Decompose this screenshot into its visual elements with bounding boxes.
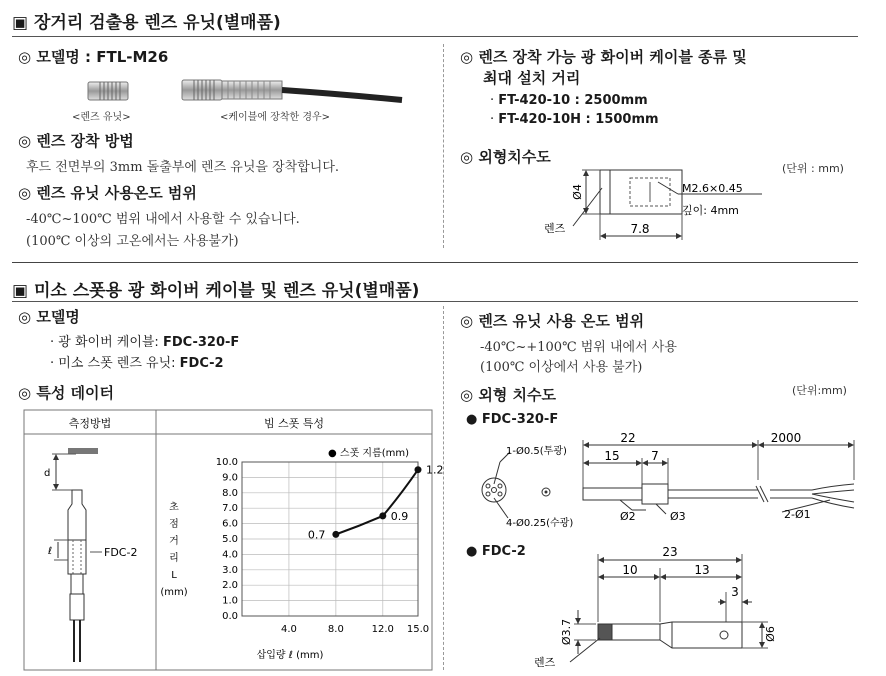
column-divider — [443, 306, 444, 670]
column-divider — [443, 44, 444, 248]
x-tick-label: 12.0 — [371, 624, 394, 635]
lens-unit-caption: <렌즈 유닛> — [72, 112, 131, 123]
data-label: 1.2 — [426, 463, 444, 477]
model-heading-2: ◎ 모델명 — [18, 308, 80, 326]
unit-label-2: (단위:mm) — [792, 384, 847, 397]
double-circle-icon: ◎ — [18, 48, 32, 66]
cable-heading-2: 최대 설치 거리 — [483, 69, 581, 87]
dim-7: 7 — [651, 449, 659, 463]
dim-heading-2: ◎ 외형 치수도 — [460, 386, 557, 404]
fdc2-lens: 렌즈 — [534, 656, 556, 669]
double-circle-icon: ◎ — [18, 184, 32, 202]
double-circle-icon: ◎ — [18, 308, 32, 326]
x-tick-label: 8.0 — [327, 624, 344, 635]
y-label-char: 거 — [169, 536, 179, 547]
dim-phi: Ø4 — [571, 184, 584, 200]
d-label: d — [44, 468, 51, 479]
x-tick-label: 15.0 — [406, 624, 430, 635]
phi-1: 2-Ø1 — [784, 508, 811, 521]
dim-23: 23 — [662, 545, 678, 559]
y-tick-label: 7.0 — [222, 503, 238, 515]
temp-heading: ◎ 렌즈 유닛 사용온도 범위 — [18, 184, 197, 202]
data-label: 0.9 — [390, 509, 409, 523]
y-tick-label: 2.0 — [222, 580, 238, 592]
phi-3: Ø3 — [670, 510, 686, 523]
characteristics-table — [24, 410, 444, 672]
dim-lens: 렌즈 — [544, 222, 566, 235]
y-tick-label: 6.0 — [222, 518, 238, 530]
section1-title: ▣ 장거리 검출용 렌즈 유닛(별매품) — [12, 13, 281, 33]
dim-3: 3 — [731, 585, 739, 599]
model-item: · 미소 스폿 렌즈 유닛: FDC-2 — [50, 356, 224, 371]
cable-item: · FT-420-10H : 1500mm — [490, 112, 659, 127]
y-tick-label: 8.0 — [222, 487, 238, 499]
y-tick-label: 0.0 — [222, 611, 238, 622]
fdc2-dimension-drawing — [530, 544, 790, 674]
phi-2: Ø2 — [620, 510, 636, 523]
fdc320-dimension-drawing — [470, 428, 870, 540]
note-emitter: 1-Ø0.5(투광) — [506, 446, 567, 457]
temp-heading-2: ◎ 렌즈 유닛 사용 온도 범위 — [460, 312, 645, 330]
section2-title: ▣ 미소 스폿용 광 화이버 케이블 및 렌즈 유닛(별매품) — [12, 281, 420, 301]
double-circle-icon: ◎ — [460, 386, 474, 404]
y-label-char: 점 — [169, 519, 179, 530]
temp-line1: -40℃~100℃ 범위 내에서 사용할 수 있습니다. — [26, 212, 300, 227]
dim-thread: M2.6×0.45 — [682, 182, 743, 195]
x-tick-label: 4.0 — [280, 624, 297, 635]
double-circle-icon: ◎ — [18, 132, 32, 150]
double-circle-icon: ◎ — [460, 312, 474, 330]
square-bullet-icon: ▣ — [12, 13, 29, 33]
focal-distance-chart — [160, 446, 443, 661]
dim-depth: 깊이: 4mm — [682, 204, 739, 217]
table-col-method: 측정방법 — [68, 417, 112, 430]
dim-22: 22 — [620, 431, 636, 445]
dim-2000: 2000 — [770, 431, 802, 445]
table-col-beam: 빔 스폿 특성 — [263, 417, 325, 430]
data-heading: ◎ 특성 데이터 — [18, 384, 115, 402]
fdc320-title: ● FDC-320-F — [466, 412, 559, 427]
double-circle-icon: ◎ — [18, 384, 32, 402]
y-tick-label: 10.0 — [215, 457, 238, 468]
series-line — [336, 470, 418, 535]
model-heading: ◎ 모델명 : FTL-M26 — [18, 48, 169, 66]
unit-label: (단위 : mm) — [782, 162, 844, 175]
data-label: 0.7 — [307, 528, 326, 542]
phi-6: Ø6 — [764, 626, 777, 642]
phi-37: Ø3.7 — [560, 618, 573, 646]
double-circle-icon: ◎ — [460, 48, 474, 66]
data-point — [415, 466, 422, 473]
chart-x-label: 삽입량 ℓ (mm) — [256, 650, 324, 661]
y-label-char: (mm) — [160, 587, 188, 598]
dim-13: 13 — [694, 563, 710, 577]
mount-text: 후드 전면부의 3mm 돌출부에 렌즈 유닛을 장착합니다. — [26, 160, 340, 175]
section-divider — [12, 262, 858, 263]
dim-10: 10 — [622, 563, 638, 577]
double-circle-icon: ◎ — [460, 148, 474, 166]
temp-line2: (100℃ 이상의 고온에서는 사용불가) — [26, 234, 239, 249]
square-bullet-icon: ▣ — [12, 281, 29, 301]
chart-y-label — [160, 501, 187, 598]
l-label: ℓ — [48, 546, 53, 557]
temp-line1-2: -40℃~+100℃ 범위 내에서 사용 — [480, 340, 677, 355]
lens-dimension-drawing — [530, 162, 780, 244]
cable-photo — [180, 72, 405, 110]
note-receiver: 4-Ø0.25(수광) — [506, 518, 574, 529]
y-tick-label: 9.0 — [222, 472, 238, 484]
fdc2-title: ● FDC-2 — [466, 544, 526, 559]
dim-15: 15 — [604, 449, 620, 463]
y-label-char: L — [171, 570, 177, 581]
y-tick-label: 5.0 — [222, 534, 238, 545]
dim-heading: ◎ 외형치수도 — [460, 148, 551, 166]
mount-heading: ◎ 렌즈 장착 방법 — [18, 132, 134, 150]
divider — [12, 301, 858, 302]
divider — [12, 36, 858, 37]
y-label-char: 초 — [169, 502, 179, 513]
data-point — [379, 512, 386, 519]
chart-legend: ● 스폿 지름(mm) — [328, 448, 410, 459]
cable-caption: <케이블에 장착한 경우> — [220, 112, 331, 123]
data-point — [332, 531, 339, 538]
part-label: FDC-2 — [104, 546, 138, 559]
model-item: · 광 화이버 케이블: FDC-320-F — [50, 335, 240, 350]
temp-line2-2: (100℃ 이상에서 사용 불가) — [480, 360, 643, 375]
y-label-char: 리 — [169, 553, 179, 564]
cable-heading: ◎ 렌즈 장착 가능 광 화이버 케이블 종류 및 — [460, 48, 747, 66]
y-tick-label: 3.0 — [222, 564, 238, 576]
cable-item: · FT-420-10 : 2500mm — [490, 93, 648, 108]
y-tick-label: 4.0 — [222, 549, 238, 561]
y-tick-label: 1.0 — [222, 595, 238, 607]
lens-unit-photo — [84, 76, 134, 106]
dim-length: 7.8 — [630, 222, 650, 236]
